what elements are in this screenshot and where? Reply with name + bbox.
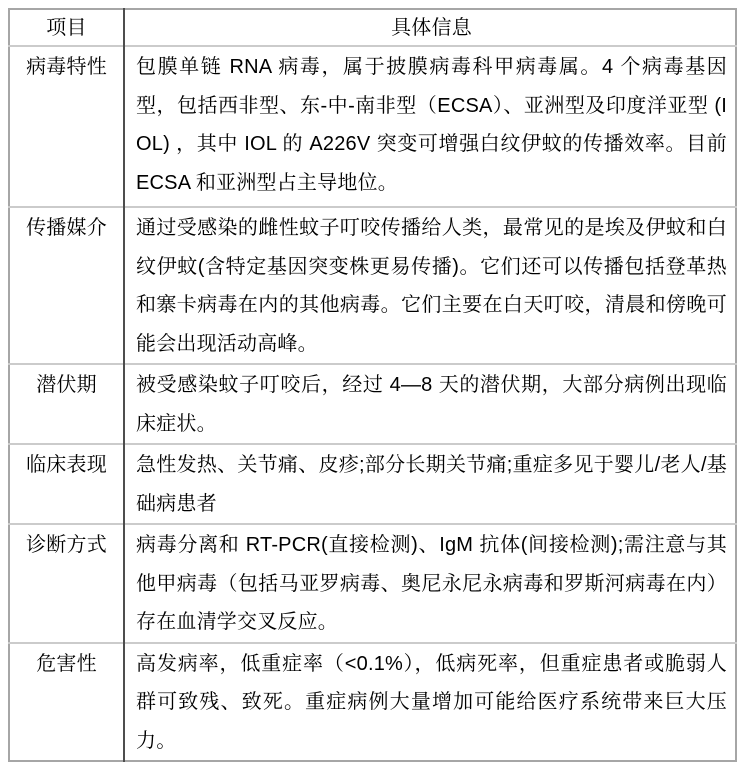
table-row-virus-characteristics (9, 46, 736, 207)
table-row-harmfulness (9, 643, 736, 762)
row-label-transmission-vector: 传播媒介 (9, 207, 124, 364)
row-label-clinical-manifestations: 临床表现 (9, 444, 124, 524)
row-content-transmission-vector: 通过受感染的雌性蚊子叮咬传播给人类，最常见的是埃及伊蚊和白纹伊蚊(含特定基因突变株更易传播)。它们还可以传播包括登革热和寨卡病毒在内的其他病毒。它们主要在白天叮咬，清晨和傍晚可能会出现活动高峰。 (124, 207, 736, 364)
table-row-diagnosis-methods (9, 524, 736, 643)
table-row-incubation-period (9, 364, 736, 444)
row-content-diagnosis-methods: 病毒分离和 RT-PCR(直接检测)、IgM 抗体(间接检测);需注意与其他甲病毒（包括马亚罗病毒、奥尼永尼永病毒和罗斯河病毒在内）存在血清学交叉反应。 (124, 524, 736, 643)
header-cell-info: 具体信息 (124, 9, 736, 46)
row-label-harmfulness: 危害性 (9, 643, 124, 762)
virus-info-table (8, 8, 737, 762)
table-row-transmission-vector (9, 207, 736, 364)
header-cell-item: 项目 (46, 16, 87, 39)
row-content-incubation-period: 被受感染蚊子叮咬后，经过 4—8 天的潜伏期，大部分病例出现临床症状。 (124, 364, 736, 444)
table-row-clinical-manifestations (9, 444, 736, 524)
row-label-virus-characteristics: 病毒特性 (9, 46, 124, 207)
row-label-diagnosis-methods: 诊断方式 (9, 524, 124, 643)
table-header-row (9, 9, 736, 46)
row-content-harmfulness: 高发病率，低重症率（<0.1%），低病死率，但重症患者或脆弱人群可致残、致死。重症病例大量增加可能给医疗系统带来巨大压力。 (124, 643, 736, 762)
row-label-incubation-period: 潜伏期 (9, 364, 124, 444)
row-content-clinical-manifestations: 急性发热、关节痛、皮疹;部分长期关节痛;重症多见于婴儿/老人/基础病患者 (124, 444, 736, 524)
row-content-virus-characteristics: 包膜单链 RNA 病毒，属于披膜病毒科甲病毒属。4 个病毒基因型，包括西非型、东-中-南非型（ECSA）、亚洲型及印度洋亚型 (IOL) ，其中 IOL 的 A226V 突变可增强白纹伊蚊的传播效率。目前 ECSA 和亚洲型占主导地位。 (124, 46, 736, 207)
